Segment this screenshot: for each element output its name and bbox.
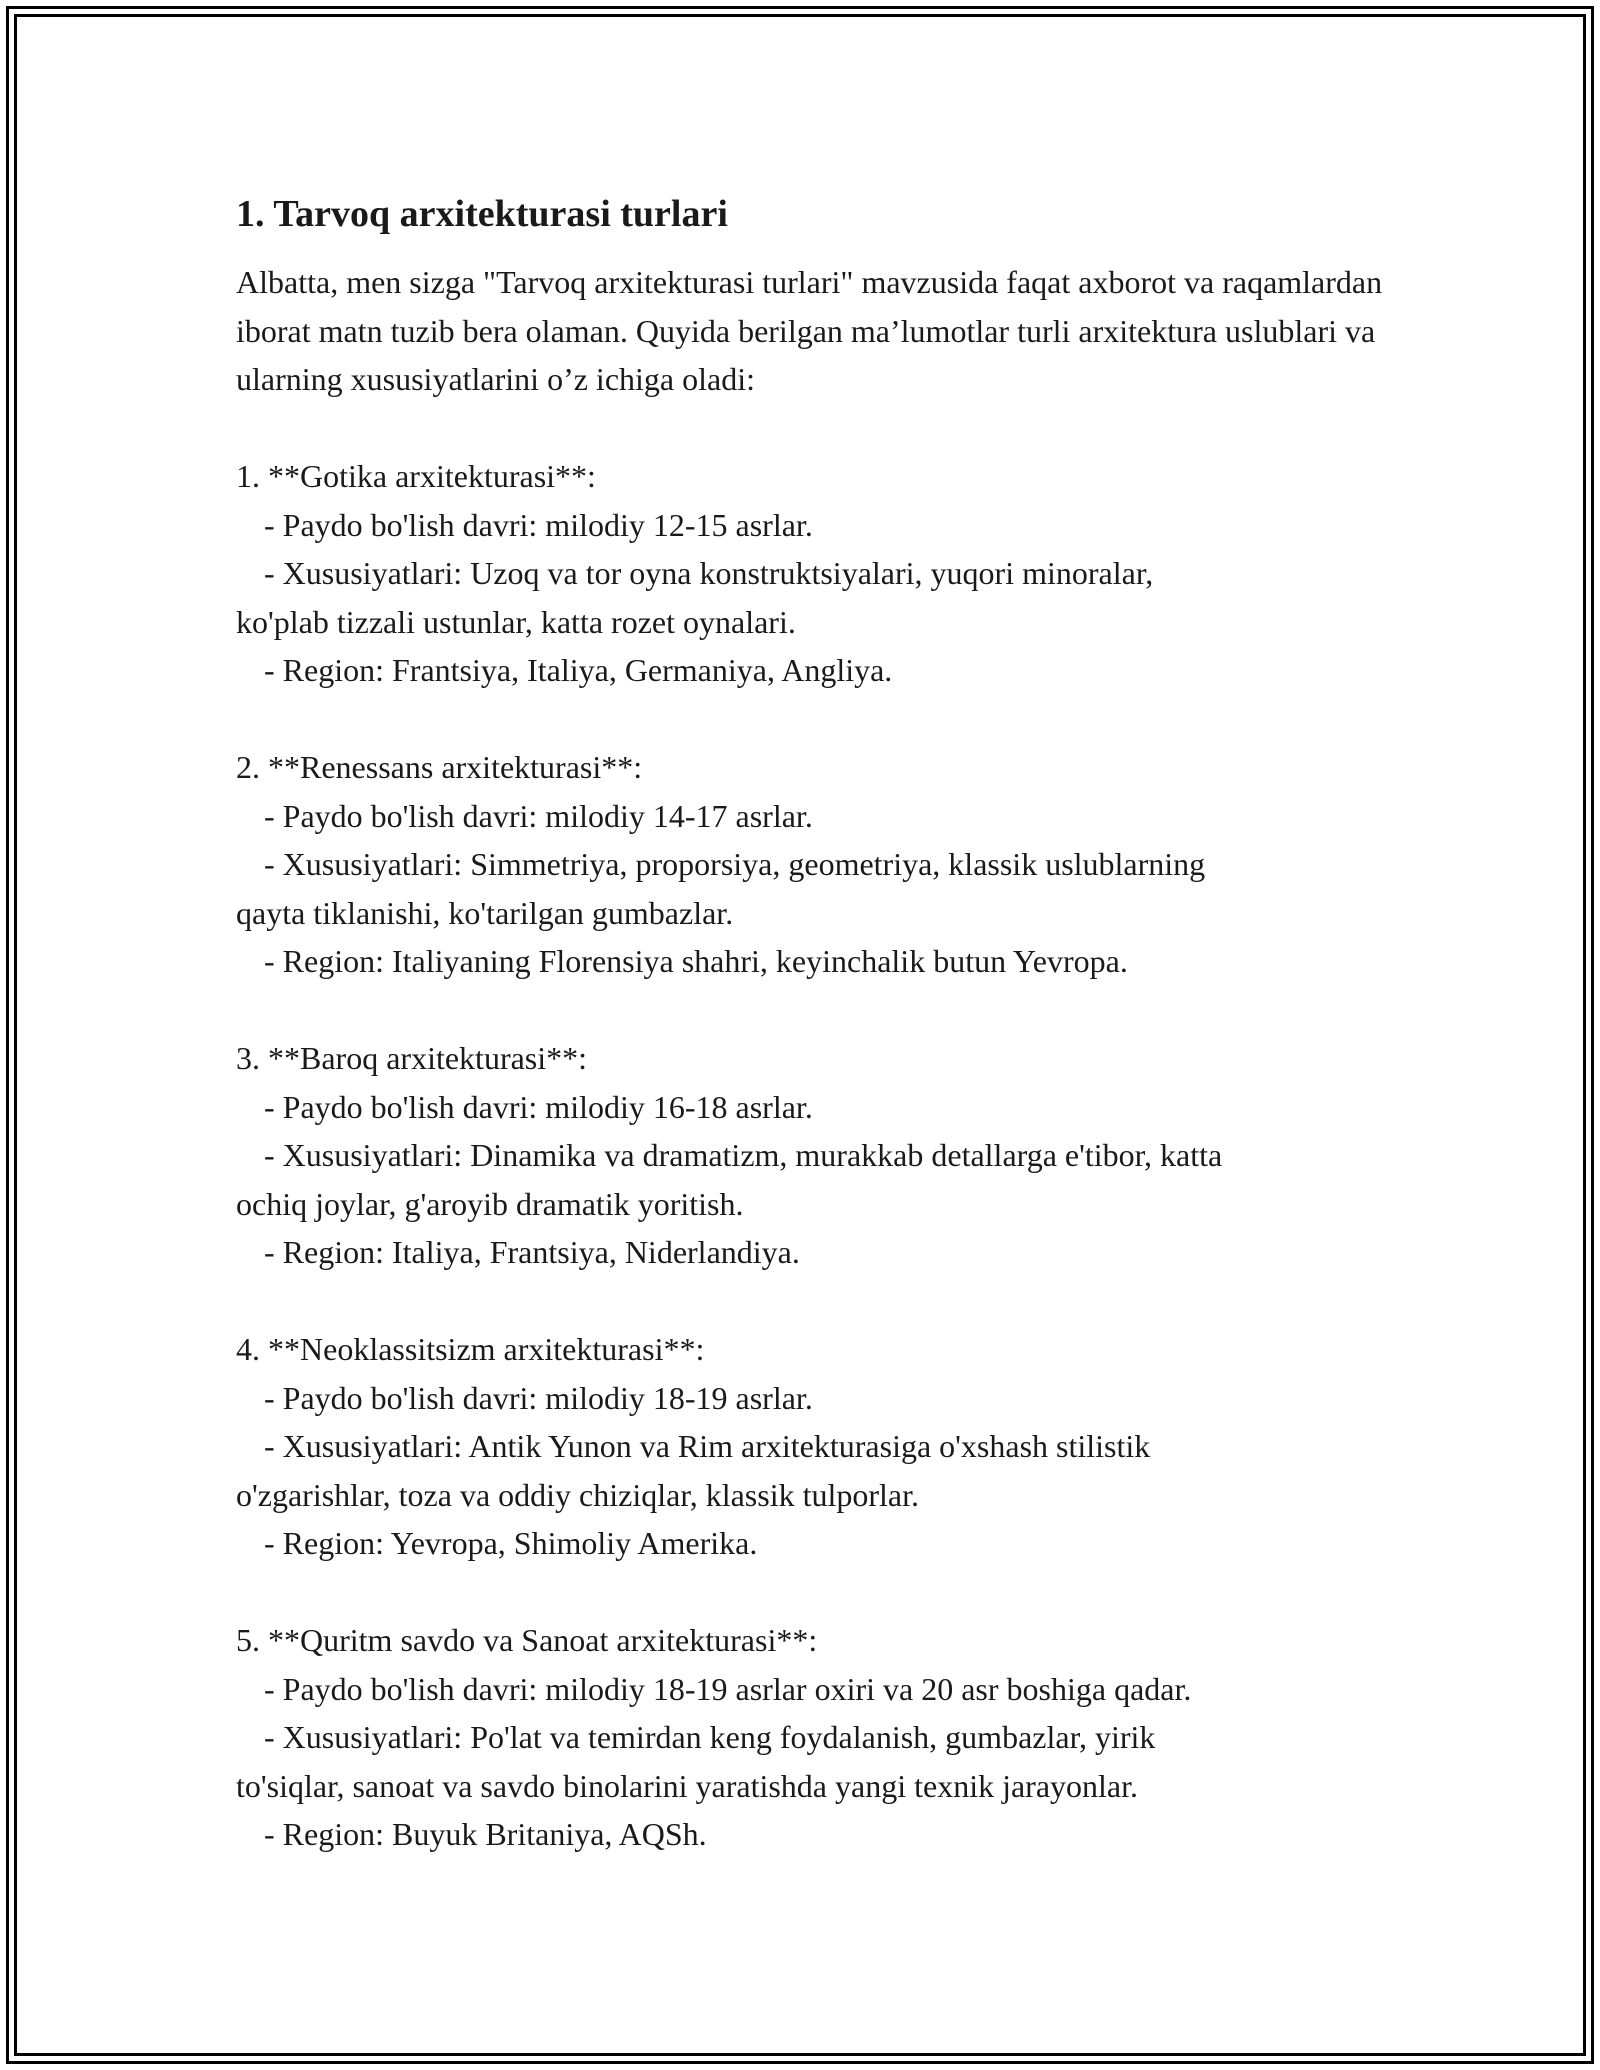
section-features: - Xususiyatlari: Antik Yunon va Rim arxitekturasiga o'xshash stilistik <box>264 1428 1151 1464</box>
intro-paragraph: Albatta, men sizga "Tarvoq arxitekturasi turlari" mavzusida faqat axborot va raqamlardan iborat matn tuzib bera olaman. Quyida berilgan ma’lumotlar turli arxitektura uslublari va ularning xususiyatlarini o’z ichiga oladi: <box>236 264 1383 397</box>
section-renessans <box>236 743 1386 986</box>
section-sanoat <box>236 1616 1386 1859</box>
section-region: - Region: Italiyaning Florensiya shahri, keyinchalik butun Yevropa. <box>264 943 1128 979</box>
section-region: - Region: Yevropa, Shimoliy Amerika. <box>264 1525 758 1561</box>
section-features-continued: qayta tiklanishi, ko'tarilgan gumbazlar. <box>236 894 734 931</box>
section-period: - Paydo bo'lish davri: milodiy 18-19 asrlar oxiri va 20 asr boshiga qadar. <box>264 1670 1192 1707</box>
section-period: - Paydo bo'lish davri: milodiy 16-18 asrlar. <box>264 1088 813 1125</box>
section-heading: 3. **Baroq arxitekturasi**: <box>236 1040 588 1076</box>
section-features: - Xususiyatlari: Simmetriya, proporsiya, geometriya, klassik uslublarning <box>264 846 1206 882</box>
section-features-continued: o'zgarishlar, toza va oddiy chiziqlar, klassik tulporlar. <box>236 1476 919 1513</box>
section-neoklassitsizm <box>236 1325 1386 1568</box>
document-title: 1. Tarvoq arxitekturasi turlari <box>236 193 728 235</box>
document-body <box>236 188 1386 1859</box>
section-region: - Region: Frantsiya, Italiya, Germaniya, Angliya. <box>264 652 893 688</box>
section-region: - Region: Italiya, Frantsiya, Niderlandiya. <box>264 1234 800 1270</box>
section-period: - Paydo bo'lish davri: milodiy 14-17 asrlar. <box>264 797 813 834</box>
section-heading: 4. **Neoklassitsizm arxitekturasi**: <box>236 1331 705 1367</box>
section-heading: 2. **Renessans arxitekturasi**: <box>236 749 643 785</box>
section-heading: 5. **Quritm savdo va Sanoat arxitekturasi**: <box>236 1622 818 1658</box>
section-features-continued: to'siqlar, sanoat va savdo binolarini yaratishda yangi texnik jarayonlar. <box>236 1767 1139 1804</box>
section-period: - Paydo bo'lish davri: milodiy 18-19 asrlar. <box>264 1379 813 1416</box>
section-heading: 1. **Gotika arxitekturasi**: <box>236 458 596 494</box>
section-gotika <box>236 452 1386 695</box>
section-baroq <box>236 1034 1386 1277</box>
section-features-continued: ko'plab tizzali ustunlar, katta rozet oynalari. <box>236 603 796 640</box>
section-features: - Xususiyatlari: Dinamika va dramatizm, murakkab detallarga e'tibor, katta <box>264 1137 1223 1173</box>
section-features: - Xususiyatlari: Po'lat va temirdan keng foydalanish, gumbazlar, yirik <box>264 1719 1156 1755</box>
section-period: - Paydo bo'lish davri: milodiy 12-15 asrlar. <box>264 506 813 543</box>
section-features: - Xususiyatlari: Uzoq va tor oyna konstruktsiyalari, yuqori minoralar, <box>264 555 1154 591</box>
section-region: - Region: Buyuk Britaniya, AQSh. <box>264 1816 707 1852</box>
section-features-continued: ochiq joylar, g'aroyib dramatik yoritish. <box>236 1185 744 1222</box>
